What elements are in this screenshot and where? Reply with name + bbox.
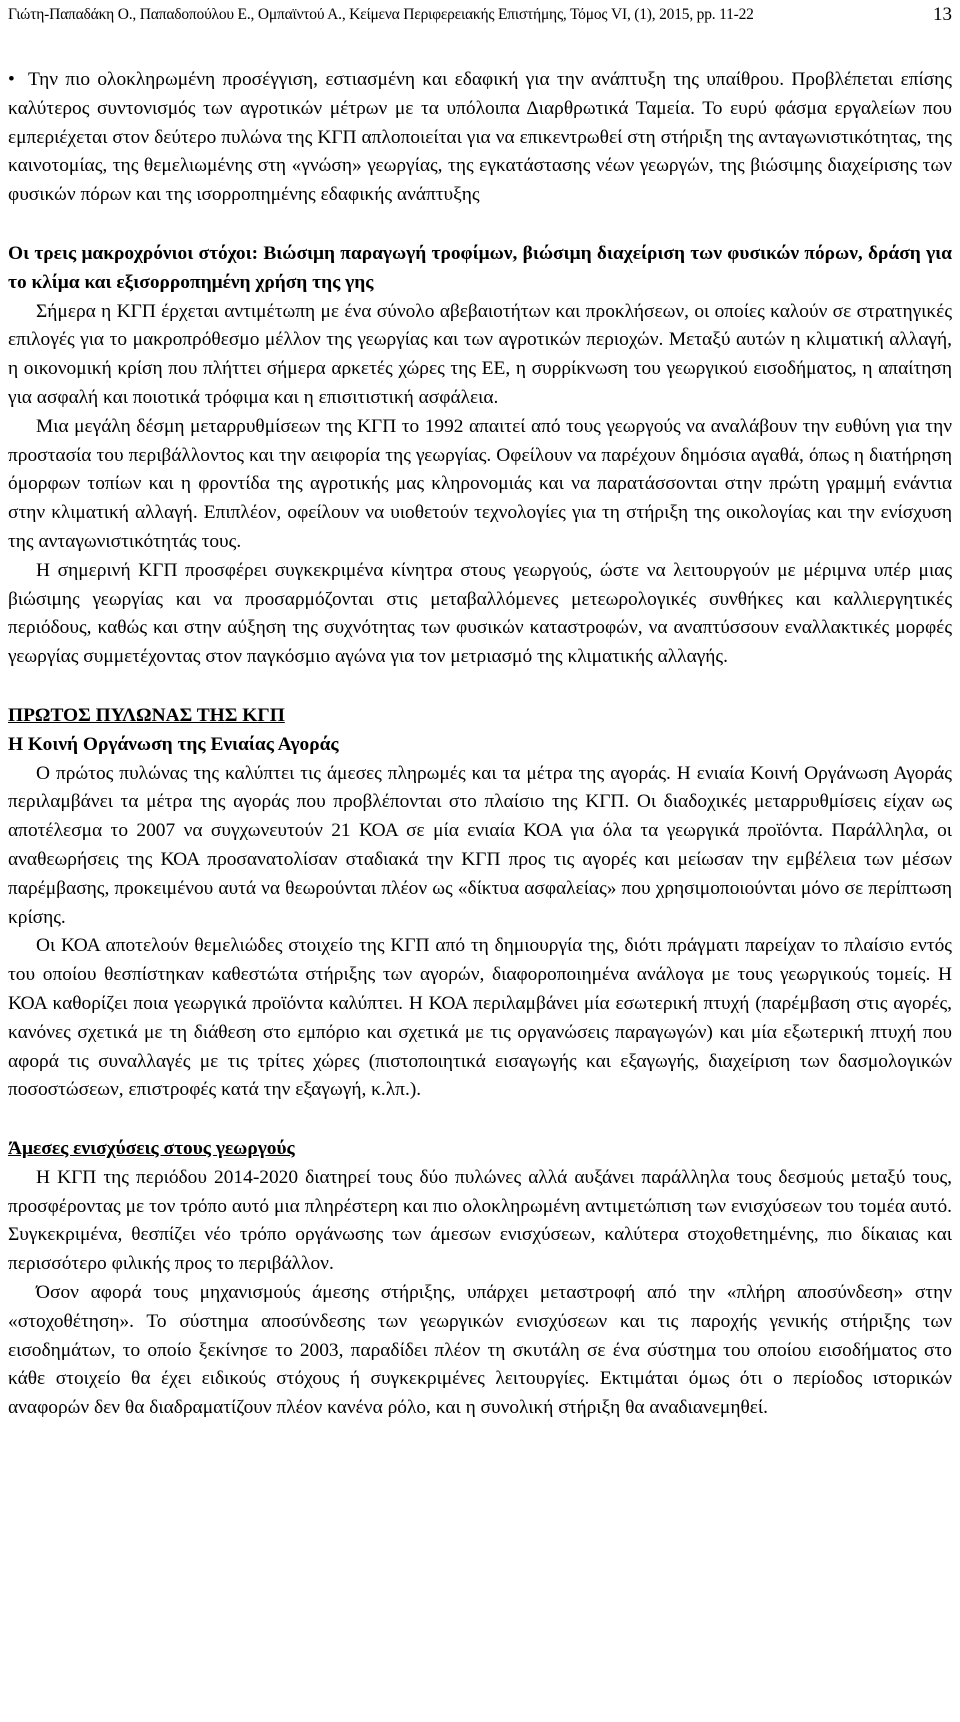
spacer <box>8 672 952 702</box>
citation-text: Γιώτη-Παπαδάκη Ο., Παπαδοπούλου Ε., Ομπαϊντού Α., Κείμενα Περιφερειακής Επιστήμης, Τόμος VI, (1), 2015, pp. 11-22 <box>8 6 754 23</box>
goals-paragraph-1: Σήμερα η ΚΓΠ έρχεται αντιμέτωπη με ένα σύνολο αβεβαιοτήτων και προκλήσεων, οι οποίες καλούν σε στρατηγικές επιλογές για το μακροπρόθεσμο μέλλον της γεωργίας και των αγροτικών περιοχών. Μεταξύ αυτών η κλιματική αλλαγή, η οικονομική κρίση που πλήττει σήμερα αρκετές χώρες της ΕΕ, η συρρίκνωση του γεωργικού εισοδήματος, η απαίτηση για ασφαλή και ποιοτικά τρόφιμα και η επισιτιστική ασφάλεια. <box>8 300 952 408</box>
spacer <box>8 1105 952 1135</box>
pillar-paragraph-2: Οι ΚΟΑ αποτελούν θεμελιώδες στοιχείο της ΚΓΠ από τη δημιουργία της, διότι πράγματι παρείχαν το πλαίσιο εντός του οποίου θεσπίστηκαν καθεστώτα στήριξης των αγορών, διαφοροποιημένα ανάλογα με τους γεωργικούς τομείς. Η ΚΟΑ καθορίζει ποια γεωργικά προϊόντα καλύπτει. Η ΚΟΑ περιλαμβάνει μία εσωτερική πτυχή (παρέμβαση στις αγορές, κανόνες σχετικά με τη διάθεση στο εμπόριο και σχετικά με τις οργανώσεις παραγωγών) και μία εξωτερική πτυχή που αφορά τις συναλλαγές με τις τρίτες χώρες (πιστοποιητικά εισαγωγής και εξαγωγής, διαχείριση των δασμολογικών ποσοστώσεων, επιστροφές κατά την εξαγωγή, κ.λπ.). <box>8 935 952 1101</box>
direct-heading: Άμεσες ενισχύσεις στους γεωργούς <box>8 1138 295 1160</box>
pillar-paragraph-1: Ο πρώτος πυλώνας της καλύπτει τις άμεσες πληρωμές και τα μέτρα της αγοράς. Η ενιαία Κοινή Οργάνωση Αγοράς περιλαμβάνει τα μέτρα της αγοράς που προβλέπονται στο πλαίσιο της ΚΓΠ. Οι διαδοχικές μεταρρυθμίσεις είχαν ως αποτέλεσμα το 2007 να συγχωνευτούν 21 ΚΟΑ σε μία ενιαία ΚΟΑ για όλα τα γεωργικά προϊόντα. Παράλληλα, οι αναθεωρήσεις της ΚΟΑ προσανατολίσαν σταδιακά την ΚΓΠ προς τις αγορές και μείωσαν την εμβέλεια των μέσων παρέμβασης, προκειμένου αυτά να θεωρούνται πλέον ως «δίκτυα ασφαλείας» που χρησιμοποιούνται μόνο σε περίπτωση κρίσης. <box>8 762 952 928</box>
goals-heading: Οι τρεις μακροχρόνιοι στόχοι: Βιώσιμη παραγωγή τροφίμων, βιώσιμη διαχείριση των φυσικών πόρων, δράση για το κλίμα και εξισορροπημένη χρήση της γης <box>8 242 952 293</box>
direct-paragraph-2: Όσον αφορά τους μηχανισμούς άμεσης στήριξης, υπάρχει μεταστροφή από την «πλήρη αποσύνδεση» στην «στοχοθέτηση». Το σύστημα αποσύνδεσης των γεωργικών ενισχύσεων και τις παροχής γενικής στήριξης των εισοδημάτων, το οποίο ξεκίνησε το 2003, παραδίδει πλέον τη σκυτάλη σε ένα σύστημα του οποίου εισοδήματος στο κάθε στοιχείο θα έχει ειδικούς στόχους ή συγκεκριμένες λειτουργίες. Εκτιμάται όμως ότι ο περίοδος ιστορικών αναφορών δεν θα διαδραματίζουν πλέον κανένα ρόλο, και η συνολική στήριξη θα αναδιανεμηθεί. <box>8 1282 952 1419</box>
direct-paragraph-1: Η ΚΓΠ της περιόδου 2014-2020 διατηρεί τους δύο πυλώνες αλλά αυξάνει παράλληλα τους δεσμούς μεταξύ τους, προσφέροντας με τον τρόπο αυτό μια πληρέστερη και πιο ολοκληρωμένη αντιμετώπιση των ενισχύσεων του τομέα αυτό. Συγκεκριμένα, θεσπίζει νέο τρόπο οργάνωσης των άμεσων ενισχύσεων, καλύτερα στοχοθετημένης, πιο δίκαιας και περισσότερο φιλικής προς το περιβάλλον. <box>8 1166 952 1275</box>
pillar-subheading: Η Κοινή Οργάνωση της Ενιαίας Αγοράς <box>8 733 339 755</box>
running-header <box>8 0 952 30</box>
spacer <box>8 210 952 240</box>
bullet-paragraph <box>8 66 952 210</box>
pillar-heading: ΠΡΩΤΟΣ ΠΥΛΩΝΑΣ ΤΗΣ ΚΓΠ <box>8 704 285 726</box>
page-number: 13 <box>933 4 952 25</box>
page-body <box>8 66 952 1423</box>
bullet-dot-icon: • <box>8 69 15 90</box>
goals-paragraph-2: Μια μεγάλη δέσμη μεταρρυθμίσεων της ΚΓΠ το 1992 απαιτεί από τους γεωργούς να αναλάβουν την ευθύνη για την προστασία του περιβάλλοντος και την αειφορία της γεωργίας. Οφείλουν να παρέχουν δημόσια αγαθά, όπως η διατήρηση όμορφων τοπίων και η φροντίδα της αγροτικής μας κληρονομιάς και να παρατάσσονται στην πρώτη γραμμή ενάντια στην κλιματική αλλαγή. Επιπλέον, οφείλουν να υιοθετούν τεχνολογίες για τη στήριξη της οικολογίας και την ενίσχυση της ανταγωνιστικότητάς τους. <box>8 415 952 552</box>
bullet-text: Την πιο ολοκληρωμένη προσέγγιση, εστιασμένη και εδαφική για την ανάπτυξη της υπαίθρου. Προβλέπεται επίσης καλύτερος συντονισμός των αγροτικών μέτρων με τα υπόλοιπα Διαρθρωτικά Ταμεία. Το ευρύ φάσμα εργαλείων που εμπεριέχεται στον δεύτερο πυλώνα της ΚΓΠ απλοποιείται για να επικεντρωθεί στη στήριξη της ανταγωνιστικότητας, της καινοτομίας, της θεμελιωμένης στη «γνώση» γεωργίας, της εγκατάστασης νέων γεωργών, της βιώσιμης διαχείρισης των φυσικών πόρων και της ισορροπημένης εδαφικής ανάπτυξης <box>8 69 952 206</box>
goals-paragraph-3: Η σημερινή ΚΓΠ προσφέρει συγκεκριμένα κίνητρα στους γεωργούς, ώστε να λειτουργούν με μέριμνα υπέρ μιας βιώσιμης γεωργίας και να προσαρμόζονται στις μεταβαλλόμενες μετεωρολογικές συνθήκες και καλλιεργητικές περιόδους, καθώς και στην αύξηση της συχνότητας των φυσικών καταστροφών, να αναπτύσσουν εναλλακτικές μορφές γεωργίας συμμετέχοντας στον παγκόσμιο αγώνα για τον μετριασμό της κλιματικής αλλαγής. <box>8 559 952 668</box>
